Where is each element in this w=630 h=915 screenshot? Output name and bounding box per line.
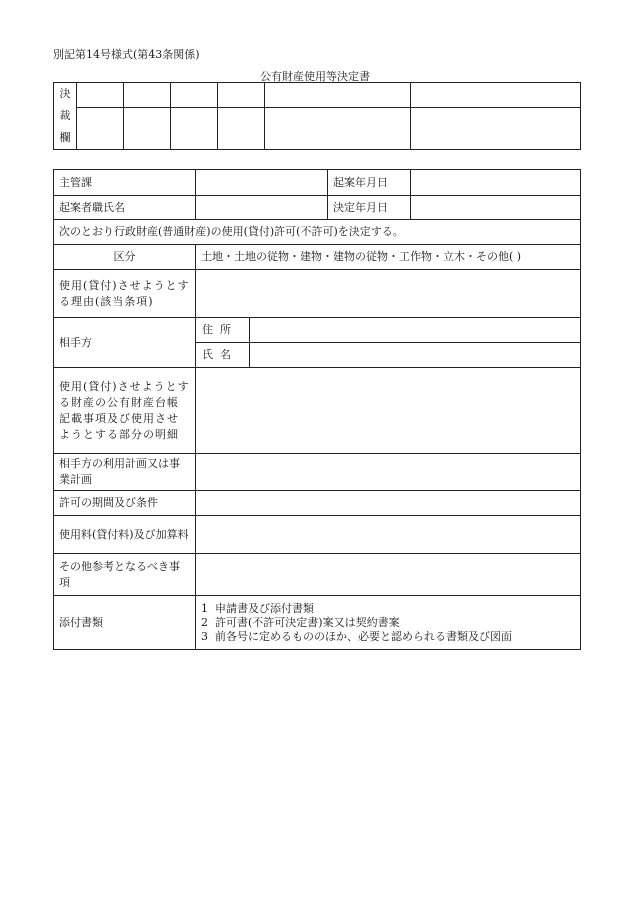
tenpu-item-3: 3 前各号に定めるもののほか、必要と認められる書類及び図面 — [201, 629, 512, 643]
tenpu-item-1: 1 申請書及び添付書類 — [201, 601, 314, 615]
label-kubun: 区分 — [54, 245, 196, 270]
label-keikaku: 相手方の利用計画又は事業計画 — [54, 454, 196, 491]
label-kiansha: 起案者職氏名 — [54, 196, 196, 220]
approval-cell[interactable] — [411, 108, 581, 150]
value-shiyoryo[interactable] — [196, 516, 581, 554]
value-sonota[interactable] — [196, 554, 581, 596]
value-meisai[interactable] — [196, 368, 581, 454]
approval-label — [54, 83, 77, 150]
approval-cell[interactable] — [171, 83, 218, 108]
document-title: 公有財産使用等決定書 — [260, 70, 370, 83]
label-riyu: 使用(貸付)させようとする理由(該当条項) — [54, 270, 196, 318]
value-kettei-date[interactable] — [411, 196, 581, 220]
value-kiansha[interactable] — [196, 196, 328, 220]
decision-table — [53, 169, 581, 650]
label-sonota: その他参考となるべき事項 — [54, 554, 196, 596]
label-shukanka: 主管課 — [54, 170, 196, 196]
tenpu-item-2: 2 許可書(不許可決定書)案又は契約書案 — [201, 615, 400, 629]
value-shimei[interactable] — [250, 343, 581, 368]
value-kubun: 土地・土地の従物・建物・建物の従物・工作物・立木・その他( ) — [196, 245, 581, 270]
value-riyu[interactable] — [196, 270, 581, 318]
label-shimei: 氏 名 — [196, 343, 250, 368]
label-kian-date: 起案年月日 — [328, 170, 411, 196]
label-kikan: 許可の期間及び条件 — [54, 491, 196, 516]
approval-label-2: 裁 — [59, 109, 71, 122]
label-aitekata: 相手方 — [54, 318, 196, 368]
approval-label-3: 欄 — [59, 131, 71, 144]
approval-cell[interactable] — [124, 108, 171, 150]
approval-cell[interactable] — [265, 108, 411, 150]
label-shiyoryo: 使用料(貸付料)及び加算料 — [54, 516, 196, 554]
approval-cell[interactable] — [124, 83, 171, 108]
value-tenpu — [196, 596, 581, 650]
value-keikaku[interactable] — [196, 454, 581, 491]
label-meisai: 使用(貸付)させようとする財産の公有財産台帳記載事項及び使用させようとする部分の明細 — [54, 368, 196, 454]
approval-cell[interactable] — [77, 108, 124, 150]
label-jusho: 住 所 — [196, 318, 250, 343]
approval-label-1: 決 — [59, 87, 71, 100]
statement: 次のとおり行政財産(普通財産)の使用(貸付)許可(不許可)を決定する。 — [54, 220, 581, 245]
approval-cell[interactable] — [218, 108, 265, 150]
approval-cell[interactable] — [77, 83, 124, 108]
value-kian-date[interactable] — [411, 170, 581, 196]
approval-cell[interactable] — [171, 108, 218, 150]
form-number: 別記第14号様式(第43条関係) — [53, 48, 200, 61]
value-jusho[interactable] — [250, 318, 581, 343]
label-tenpu: 添付書類 — [54, 596, 196, 650]
value-kikan[interactable] — [196, 491, 581, 516]
approval-table — [53, 82, 581, 150]
approval-cell[interactable] — [265, 83, 411, 108]
value-shukanka[interactable] — [196, 170, 328, 196]
approval-cell[interactable] — [411, 83, 581, 108]
label-kettei-date: 決定年月日 — [328, 196, 411, 220]
approval-cell[interactable] — [218, 83, 265, 108]
